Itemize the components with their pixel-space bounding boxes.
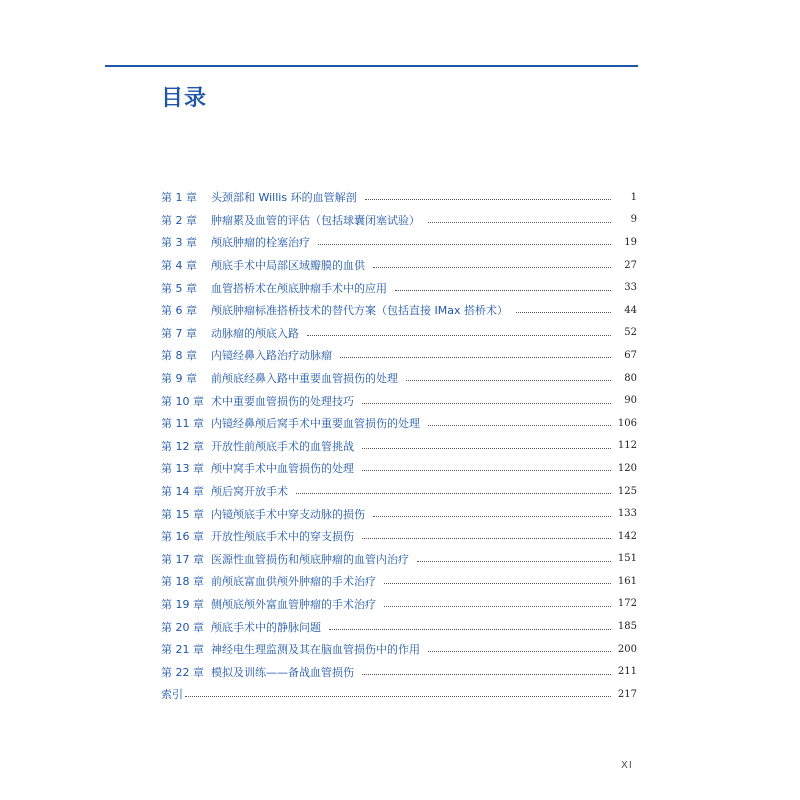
toc-entry-20[interactable] <box>161 615 637 638</box>
page-number: 172 <box>617 598 637 610</box>
toc-entry-21[interactable] <box>161 638 637 661</box>
dot-leader <box>384 605 611 607</box>
toc-entry-2[interactable] <box>161 209 637 232</box>
page-number: 185 <box>617 621 637 633</box>
dot-leader <box>417 560 611 562</box>
dot-leader <box>362 469 611 471</box>
page-number: 125 <box>617 485 637 497</box>
chapter-title[interactable]: 术中重要血管损伤的处理技巧 <box>211 394 354 408</box>
chapter-label: 第 1 章 <box>161 191 197 205</box>
chapter-label: 第 12 章 <box>161 439 204 453</box>
chapter-title[interactable]: 内镜颅底手术中穿支动脉的损伤 <box>211 507 365 521</box>
chapter-title[interactable]: 动脉瘤的颅底入路 <box>211 326 299 340</box>
toc-entry-14[interactable] <box>161 480 637 503</box>
chapter-title[interactable]: 颅底肿瘤的栓塞治疗 <box>211 236 310 250</box>
dot-leader <box>362 402 611 404</box>
dot-leader <box>340 356 611 358</box>
page-number: 161 <box>617 575 637 587</box>
page-number: 90 <box>624 395 637 407</box>
chapter-label: 第 9 章 <box>161 372 197 386</box>
chapter-label: 第 15 章 <box>161 507 204 521</box>
dot-leader <box>365 198 611 200</box>
page-number: 1 <box>630 191 637 203</box>
chapter-label: 第 19 章 <box>161 597 204 611</box>
toc-entry-5[interactable] <box>161 276 637 299</box>
chapter-title[interactable]: 血管搭桥术在颅底肿瘤手术中的应用 <box>211 281 387 295</box>
toc-entry-13[interactable] <box>161 457 637 480</box>
chapter-label: 第 22 章 <box>161 665 204 679</box>
page-number: 9 <box>630 214 637 226</box>
toc-entry-1[interactable] <box>161 186 637 209</box>
toc-entry-7[interactable] <box>161 322 637 345</box>
chapter-title[interactable]: 医源性血管损伤和颅底肿瘤的血管内治疗 <box>211 552 409 566</box>
dot-leader <box>373 515 611 517</box>
chapter-title[interactable]: 颅底肿瘤标准搭桥技术的替代方案（包括直接 IMax 搭桥术） <box>211 304 508 318</box>
page-number: 106 <box>617 417 637 429</box>
page-number: 120 <box>617 462 637 474</box>
dot-leader <box>362 537 611 539</box>
chapter-label: 第 7 章 <box>161 326 197 340</box>
page-number: 33 <box>624 282 637 294</box>
page-number: 67 <box>624 349 637 361</box>
chapter-label: 第 18 章 <box>161 575 204 589</box>
chapter-label: 第 3 章 <box>161 236 197 250</box>
page-number: 151 <box>617 553 637 565</box>
chapter-title[interactable]: 肿瘤累及血管的评估（包括球囊闭塞试验） <box>211 213 420 227</box>
page-folio: XI <box>621 760 633 771</box>
chapter-title[interactable]: 内镜经鼻颅后窝手术中重要血管损伤的处理 <box>211 417 420 431</box>
toc-entry-22[interactable] <box>161 660 637 683</box>
dot-leader <box>296 492 611 494</box>
toc-entry-10[interactable] <box>161 389 637 412</box>
page-number: 200 <box>617 643 637 655</box>
chapter-title[interactable]: 开放性颅底手术中的穿支损伤 <box>211 530 354 544</box>
dot-leader <box>373 266 611 268</box>
toc-entry-9[interactable] <box>161 367 637 390</box>
chapter-label: 第 20 章 <box>161 620 204 634</box>
toc-entry-6[interactable] <box>161 299 637 322</box>
chapter-title[interactable]: 侧颅底颅外富血管肿瘤的手术治疗 <box>211 597 376 611</box>
dot-leader <box>384 582 611 584</box>
toc-entry-index[interactable] <box>161 683 637 706</box>
chapter-title[interactable]: 神经电生理监测及其在脑血管损伤中的作用 <box>211 643 420 657</box>
chapter-title[interactable]: 颅底手术中局部区域瓣膜的血供 <box>211 259 365 273</box>
chapter-label: 第 5 章 <box>161 281 197 295</box>
chapter-title[interactable]: 内镜经鼻入路治疗动脉瘤 <box>211 349 332 363</box>
chapter-label: 第 14 章 <box>161 485 204 499</box>
dot-leader <box>362 447 611 449</box>
chapter-label: 第 4 章 <box>161 259 197 273</box>
page-number: 44 <box>624 304 637 316</box>
chapter-label: 第 8 章 <box>161 349 197 363</box>
toc-entry-16[interactable] <box>161 525 637 548</box>
chapter-label: 第 16 章 <box>161 530 204 544</box>
chapter-title[interactable]: 模拟及训练——备战血管损伤 <box>211 665 354 679</box>
chapter-label: 第 2 章 <box>161 213 197 227</box>
top-rule <box>105 65 638 67</box>
page-number: 112 <box>617 440 637 452</box>
chapter-label: 第 6 章 <box>161 304 197 318</box>
chapter-label: 第 21 章 <box>161 643 204 657</box>
page-number: 52 <box>624 327 637 339</box>
dot-leader <box>516 311 611 313</box>
chapter-title[interactable]: 颅后窝开放手术 <box>211 485 288 499</box>
page-number: 80 <box>624 372 637 384</box>
dot-leader <box>406 379 611 381</box>
chapter-label: 第 11 章 <box>161 417 204 431</box>
index-title[interactable]: 索引 <box>161 688 183 702</box>
dot-leader <box>307 334 611 336</box>
chapter-title[interactable]: 颅中窝手术中血管损伤的处理 <box>211 462 354 476</box>
dot-leader <box>395 289 611 291</box>
toc-entry-3[interactable] <box>161 231 637 254</box>
page-title: 目录 <box>161 86 208 111</box>
dot-leader <box>362 673 611 675</box>
chapter-title[interactable]: 颅底手术中的静脉问题 <box>211 620 321 634</box>
chapter-title[interactable]: 开放性前颅底手术的血管挑战 <box>211 439 354 453</box>
page-number: 19 <box>624 236 637 248</box>
page-number: 27 <box>624 259 637 271</box>
dot-leader <box>428 221 611 223</box>
dot-leader <box>428 424 611 426</box>
toc-entry-8[interactable] <box>161 344 637 367</box>
toc-entry-12[interactable] <box>161 435 637 458</box>
chapter-title[interactable]: 头颈部和 Willis 环的血管解剖 <box>211 191 357 205</box>
dot-leader <box>185 695 611 697</box>
page-number: 211 <box>617 666 637 678</box>
chapter-title[interactable]: 前颅底经鼻入路中重要血管损伤的处理 <box>211 372 398 386</box>
toc-entry-19[interactable] <box>161 593 637 616</box>
page-number: 142 <box>617 530 637 542</box>
toc-entry-17[interactable] <box>161 548 637 571</box>
dot-leader <box>428 650 611 652</box>
dot-leader <box>329 628 611 630</box>
page-number: 217 <box>617 688 637 700</box>
toc-entry-15[interactable] <box>161 502 637 525</box>
chapter-label: 第 13 章 <box>161 462 204 476</box>
dot-leader <box>318 243 611 245</box>
toc-entry-18[interactable] <box>161 570 637 593</box>
page-number: 133 <box>617 508 637 520</box>
table-of-contents <box>161 186 637 706</box>
chapter-title[interactable]: 前颅底富血供颅外肿瘤的手术治疗 <box>211 575 376 589</box>
chapter-label: 第 17 章 <box>161 552 204 566</box>
toc-entry-4[interactable] <box>161 254 637 277</box>
chapter-label: 第 10 章 <box>161 394 204 408</box>
toc-entry-11[interactable] <box>161 412 637 435</box>
